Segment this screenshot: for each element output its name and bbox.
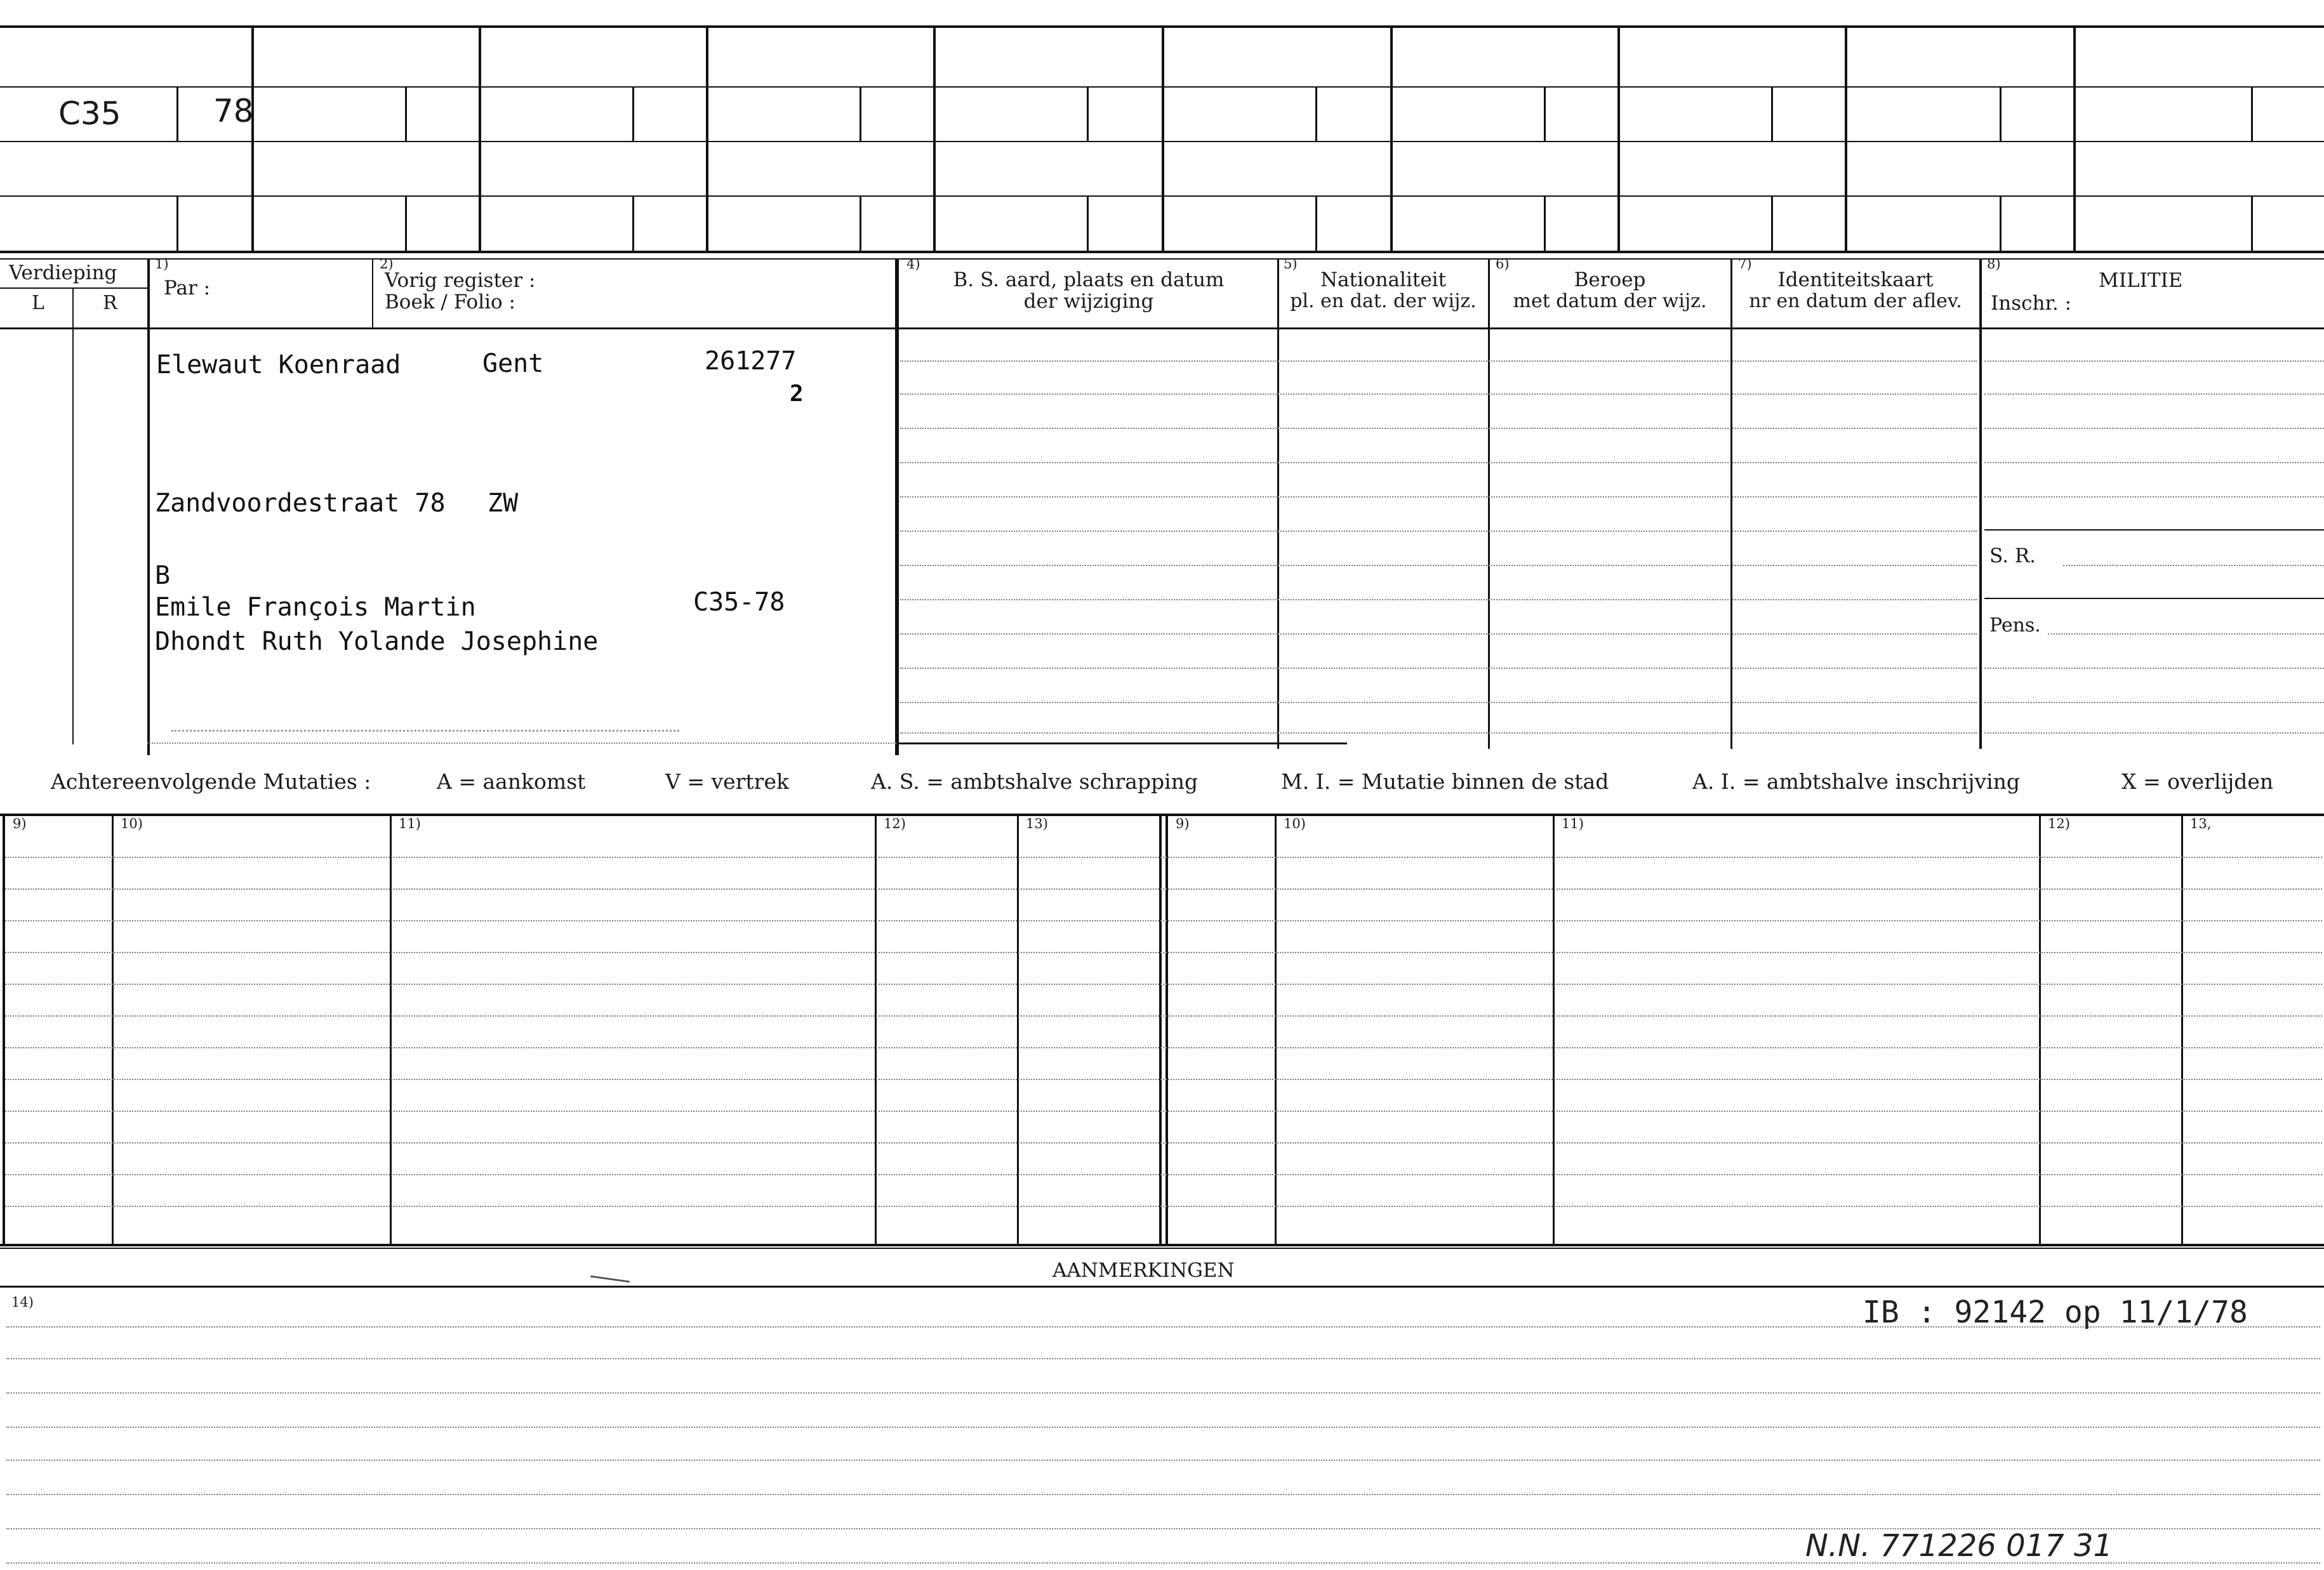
top-tick — [1544, 86, 1546, 141]
sex-code: 2 — [790, 381, 804, 407]
col-line-beroep — [1488, 258, 1490, 749]
mutation-row-line — [5, 952, 2322, 953]
mut-number-13: 13) — [1026, 816, 1048, 831]
mut-number-12: 12) — [884, 816, 906, 831]
col-line-id — [1730, 258, 1732, 749]
verdieping-l: L — [32, 292, 44, 314]
field-number-8: 8) — [1987, 256, 2001, 272]
mutation-col-line — [1553, 814, 1555, 1244]
ruled-line — [900, 702, 1977, 703]
ruled-line — [900, 428, 1977, 429]
top-col-divider — [2073, 25, 2076, 251]
legend-ambtshalve-inschrijving: A. I. = ambtshalve inschrijving — [1692, 769, 2021, 794]
mutation-col-line — [112, 814, 114, 1244]
ib-note: IB : 92142 op 11/1/78 — [1863, 1295, 2248, 1330]
header-bottom-line — [0, 327, 2324, 329]
identiteitskaart-line2: nr en datum der aflev. — [1749, 290, 1962, 312]
mutation-col-line — [3, 814, 5, 1244]
mut-number-10: 10) — [121, 816, 143, 831]
col-line-l-r — [72, 287, 74, 744]
ruled-line — [900, 393, 1977, 395]
register-reference: C35-78 — [693, 588, 785, 617]
top-tick — [176, 195, 178, 251]
col-line-militie — [1979, 258, 1982, 749]
top-tick — [1315, 195, 1317, 251]
ruled-line — [1984, 668, 2324, 669]
address: Zandvoordestraat 78 — [155, 489, 446, 518]
verdieping-r: R — [103, 292, 117, 314]
col-line-nat — [1277, 258, 1279, 749]
mutation-row-line — [5, 1015, 2322, 1017]
person-name: Elewaut Koenraad — [156, 350, 401, 379]
ruled-line — [900, 531, 1977, 532]
ruled-line — [900, 732, 1977, 734]
top-col-divider — [1162, 25, 1164, 251]
mut-number-13b: 13, — [2190, 816, 2212, 831]
remarks-line — [6, 1460, 2320, 1461]
field-number-7: 7) — [1738, 256, 1752, 272]
remarks-top-line — [0, 1248, 2324, 1249]
field-number-6: 6) — [1496, 256, 1510, 272]
beroep-line2: met datum der wijz. — [1513, 290, 1707, 312]
mutation-col-line — [1159, 814, 1162, 1244]
vorig-register-label: Vorig register : — [385, 269, 536, 292]
mut-number-10b: 10) — [1284, 816, 1306, 831]
ruled-line — [900, 462, 1977, 463]
top-block-bottom-border — [0, 251, 2324, 253]
legend-vertrek: V = vertrek — [665, 769, 789, 794]
bs-header-line2: der wijziging — [1023, 290, 1154, 313]
remarks-line — [6, 1358, 2320, 1359]
mutation-row-line — [5, 888, 2322, 890]
top-col-divider — [1390, 25, 1393, 251]
bs-header-line1: B. S. aard, plaats en datum — [953, 268, 1225, 291]
house-number: 78 — [213, 93, 254, 129]
mutation-col-line — [2039, 814, 2041, 1244]
ruled-line — [2063, 565, 2324, 566]
top-tick — [2251, 195, 2253, 251]
militie-divider — [1984, 598, 2324, 599]
top-col-divider — [1617, 25, 1620, 251]
mutation-row-line — [5, 1079, 2322, 1080]
col-line-vorig — [372, 258, 373, 327]
top-tick — [860, 195, 861, 251]
ruled-line — [900, 668, 1977, 669]
par-area-bottom — [147, 742, 896, 744]
top-tick — [1544, 195, 1546, 251]
mut-number-11b: 11) — [1562, 816, 1584, 831]
top-col-divider — [706, 25, 708, 251]
top-col-divider — [251, 25, 254, 251]
top-tick — [632, 86, 634, 141]
legend-ambtshalve-schrapping: A. S. = ambtshalve schrapping — [871, 769, 1199, 794]
mutation-col-line — [1165, 814, 1168, 1244]
nationaliteit-line1: Nationaliteit — [1320, 268, 1447, 291]
mutation-row-line — [5, 920, 2322, 921]
mutation-col-line — [1017, 814, 1019, 1244]
beroep-line1: Beroep — [1574, 268, 1646, 291]
ruled-line — [900, 633, 1977, 635]
pens-label: Pens. — [1989, 614, 2041, 637]
verdieping-split — [0, 287, 147, 289]
ruled-line — [1984, 702, 2324, 703]
nn-note: N.N. 771226 017 31 — [1805, 1528, 2113, 1564]
ruled-line — [900, 496, 1977, 498]
mutation-row-line — [5, 857, 2322, 858]
boek-folio-label: Boek / Folio : — [385, 291, 515, 313]
remarks-line — [6, 1392, 2320, 1394]
remarks-number-14: 14) — [11, 1295, 34, 1310]
top-tick — [2251, 86, 2253, 141]
ruled-line — [900, 565, 1977, 566]
par-label: Par : — [164, 277, 211, 300]
data-area-bottom — [895, 742, 1347, 744]
field-number-1: 1) — [155, 256, 169, 272]
top-tick — [2000, 195, 2002, 251]
remarks-header-line — [0, 1286, 2324, 1288]
ruled-line — [900, 599, 1977, 600]
birthplace: Gent — [482, 349, 544, 378]
mutation-col-line — [1275, 814, 1277, 1244]
top-col-divider — [1845, 25, 1847, 251]
top-tick — [405, 195, 407, 251]
top-col-divider — [933, 25, 936, 251]
top-tick — [1087, 195, 1089, 251]
mut-number-11: 11) — [399, 816, 421, 831]
mutation-row-line — [5, 1047, 2322, 1048]
mutation-row-line — [5, 984, 2322, 985]
field-number-5: 5) — [1284, 256, 1298, 272]
ruled-line — [1984, 428, 2324, 429]
legend-aankomst: A = aankomst — [437, 769, 586, 794]
mut-number-12b: 12) — [2048, 816, 2070, 831]
mutation-row-line — [5, 1174, 2322, 1175]
mutation-row-line — [5, 1206, 2322, 1207]
code-b: B — [155, 561, 171, 590]
identiteitskaart-line1: Identiteitskaart — [1777, 268, 1934, 291]
ruled-line — [1984, 462, 2324, 463]
field-number-2: 2) — [380, 256, 394, 272]
militie-divider — [1984, 529, 2324, 531]
mutation-col-line — [2181, 814, 2183, 1244]
mutation-row-line — [5, 1111, 2322, 1112]
ruled-line — [1984, 496, 2324, 498]
top-tick — [1771, 86, 1773, 141]
mutations-top — [0, 814, 2324, 816]
militie-label: MILITIE — [2099, 269, 2183, 292]
top-tick — [860, 86, 861, 141]
father-name: Emile François Martin — [155, 593, 476, 622]
header-top-line — [0, 258, 2324, 260]
legend-mutatie-binnen-stad: M. I. = Mutatie binnen de stad — [1281, 769, 1609, 794]
legend-title: Achtereenvolgende Mutaties : — [51, 769, 371, 794]
mother-name: Dhondt Ruth Yolande Josephine — [155, 627, 599, 656]
ruled-line — [1984, 732, 2324, 734]
smudge-mark — [171, 730, 679, 736]
mutation-row-line — [5, 1142, 2322, 1144]
top-tick — [176, 86, 178, 141]
remarks-title: AANMERKINGEN — [1052, 1259, 1235, 1282]
top-tick — [632, 195, 634, 251]
ruled-line — [2048, 633, 2324, 635]
ruled-line — [1984, 393, 2324, 395]
mutations-bottom — [0, 1244, 2324, 1246]
top-tick — [405, 86, 407, 141]
mut-number-9: 9) — [13, 816, 27, 831]
verdieping-label: Verdieping — [9, 261, 117, 284]
legend-overlijden: X = overlijden — [2121, 769, 2274, 794]
remarks-line — [6, 1427, 2320, 1428]
wijk-code: C35 — [58, 95, 121, 132]
pen-stroke — [590, 1276, 630, 1283]
top-tick — [1087, 86, 1089, 141]
nationaliteit-line2: pl. en dat. der wijz. — [1290, 290, 1477, 312]
mutation-col-line — [875, 814, 877, 1244]
remarks-line — [6, 1494, 2320, 1495]
top-tick — [1315, 86, 1317, 141]
address-code: ZW — [488, 489, 519, 518]
inschr-label: Inschr. : — [1991, 292, 2072, 315]
top-tick — [1771, 195, 1773, 251]
sr-label: S. R. — [1989, 544, 2036, 567]
top-tick — [2000, 86, 2002, 141]
col-line-bs — [895, 258, 899, 755]
mutation-col-line — [390, 814, 392, 1244]
ruled-line — [1984, 360, 2324, 362]
field-number-4: 4) — [906, 256, 920, 272]
col-line-par — [147, 258, 150, 755]
top-col-divider — [479, 25, 481, 251]
birthdate: 261277 — [705, 346, 797, 376]
mut-number-9b: 9) — [1176, 816, 1190, 831]
ruled-line — [900, 360, 1977, 362]
